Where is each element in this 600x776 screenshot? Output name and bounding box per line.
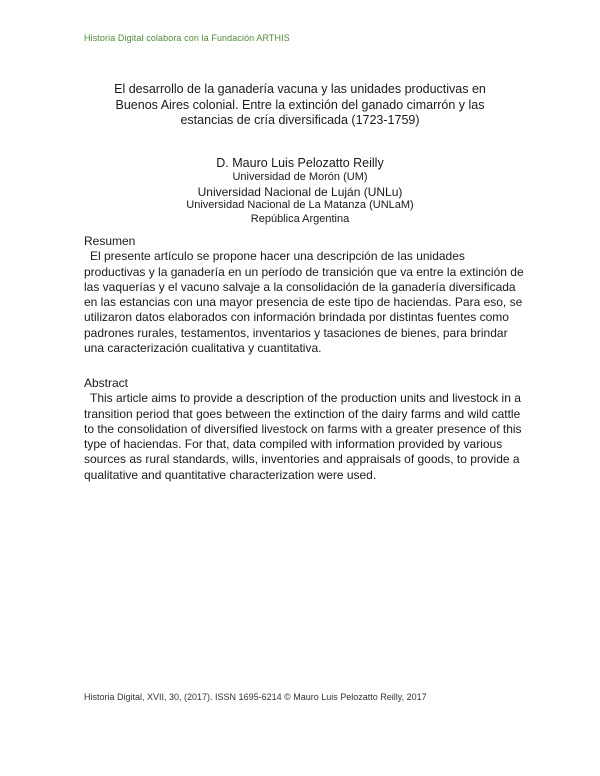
- affiliation-country: República Argentina: [250, 212, 350, 225]
- affiliation-unlam: Universidad Nacional de La Matanza (UNLaM): [186, 199, 414, 211]
- header-note: Historia Digital colabora con la Fundación ARTHIS: [84, 33, 290, 43]
- affiliation-unlu: Universidad Nacional de Luján (UNLu): [197, 184, 403, 199]
- resumen-body: El presente artículo se propone hacer una descripción de las unidades productivas y la ganadería en un período de transición que va entre la extinción de las vaquerías y el vacuno salvaje a la consolidación de la ganadería diversificada en las estancias con una mayor presencia de este tipo de haciendas. Para eso, se utilizaron datos elaborados con información brindada por distintas fuentes como padrones rurales, testamentos, inventarios y tasaciones de bienes, para brindar una caracterización cualitativa y cuantitativa.: [84, 249, 524, 356]
- resumen-section: [84, 234, 524, 356]
- abstract-body: This article aims to provide a description of the production units and livestock in a transition period that goes between the extinction of the dairy farms and wild cattle to the consolidation of diversified livestock on farms with a greater presence of this type of haciendas. For that, data compiled with information provided by various sources as rural standards, wills, inventories and appraisals of goods, to provide a qualitative and quantitative characterization were used.: [84, 391, 522, 482]
- resumen-heading: Resumen: [84, 234, 136, 248]
- article-title: El desarrollo de la ganadería vacuna y las unidades productivas en Buenos Aires colonial. Entre la extinción del ganado cimarrón y las estancias de cría diversificada (1723-1759): [114, 82, 486, 127]
- footer-citation: Historia Digital, XVII, 30, (2017). ISSN 1695-6214 © Mauro Luis Pelozatto Reilly, 2017: [84, 692, 427, 702]
- abstract-section: [84, 376, 524, 483]
- author-block: [100, 156, 500, 226]
- abstract-heading: Abstract: [84, 376, 129, 390]
- affiliation-um: Universidad de Morón (UM): [232, 171, 368, 183]
- author-name: D. Mauro Luis Pelozatto Reilly: [216, 156, 384, 170]
